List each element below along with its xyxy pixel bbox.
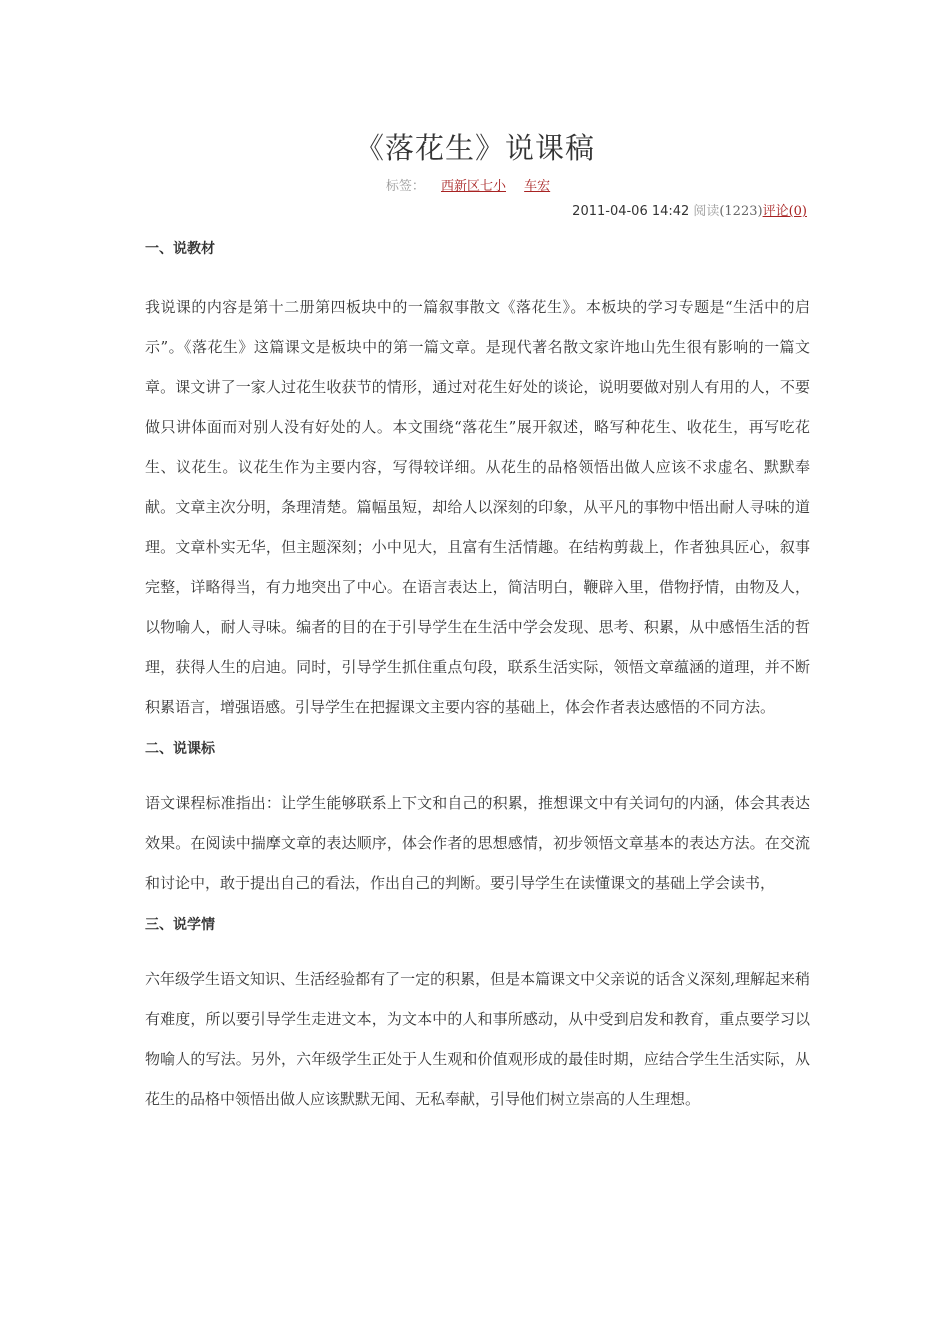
post-date: 2011-04-06 14:42 (572, 204, 690, 219)
article-body (145, 237, 810, 1119)
section-paragraph-textbook: 我说课的内容是第十二册第四板块中的一篇叙事散文《落花生》。本板块的学习专题是“生活中的启示”。《落花生》这篇课文是板块中的第一篇文章。是现代著名散文家许地山先生很有影响的一篇文章。课文讲了一家人过花生收获节的情形，通过对花生好处的谈论，说明要做对别人有用的人，不要做只讲体面而对别人没有好处的人。本文围绕“落花生”展开叙述，略写种花生、收花生，再写吃花生、议花生。议花生作为主要内容，写得较详细。从花生的品格领悟出做人应该不求虚名、默默奉献。文章主次分明，条理清楚。篇幅虽短，却给人以深刻的印象，从平凡的事物中悟出耐人寻味的道理。文章朴实无华，但主题深刻；小中见大，且富有生活情趣。在结构剪裁上，作者独具匠心，叙事完整，详略得当，有力地突出了中心。在语言表达上，简洁明白，鞭辟入里，借物抒情，由物及人，以物喻人，耐人寻味。编者的目的在于引导学生在生活中学会发现、思考、积累，从中感悟生活的哲理，获得人生的启迪。同时，引导学生抓住重点句段，联系生活实际，领悟文章蕴涵的道理，并不断积累语言，增强语感。引导学生在把握课文主要内容的基础上，体会作者表达感悟的不同方法。 (145, 298, 810, 716)
section-paragraph-curriculum: 语文课程标准指出：让学生能够联系上下文和自己的积累，推想课文中有关词句的内涵，体会其表达效果。在阅读中揣摩文章的表达顺序，体会作者的思想感情，初步领悟文章基本的表达方法。在交流和讨论中，敢于提出自己的看法，作出自己的判断。要引导学生在读懂课文的基础上学会读书， (145, 794, 810, 892)
article-title: 《落花生》说课稿 (354, 131, 595, 165)
section-heading-students: 三、说学情 (145, 917, 215, 933)
section-heading-textbook: 一、说教材 (145, 241, 215, 257)
tag-link-school[interactable]: 西新区七小 (440, 179, 506, 194)
comment-link[interactable]: 评论(0) (762, 204, 807, 219)
tags-label: 标签： (385, 179, 425, 194)
section-heading-curriculum: 二、说课标 (145, 741, 215, 757)
section-paragraph-students: 六年级学生语文知识、生活经验都有了一定的积累，但是本篇课文中父亲说的话含义深刻,理解起来稍有难度，所以要引导学生走进文本，为文本中的人和事所感动，从中受到启发和教育，重点要学习以物喻人的写法。另外，六年级学生正处于人生观和价值观形成的最佳时期，应结合学生生活实际，从花生的品格中领悟出做人应该默默无闻、无私奉献，引导他们树立崇高的人生理想。 (145, 970, 810, 1108)
tag-line (0, 178, 950, 196)
read-count: (1223) (719, 204, 763, 219)
read-label: 阅读 (693, 204, 720, 219)
article-meta (572, 203, 807, 221)
tag-link-author[interactable]: 车宏 (524, 179, 551, 194)
